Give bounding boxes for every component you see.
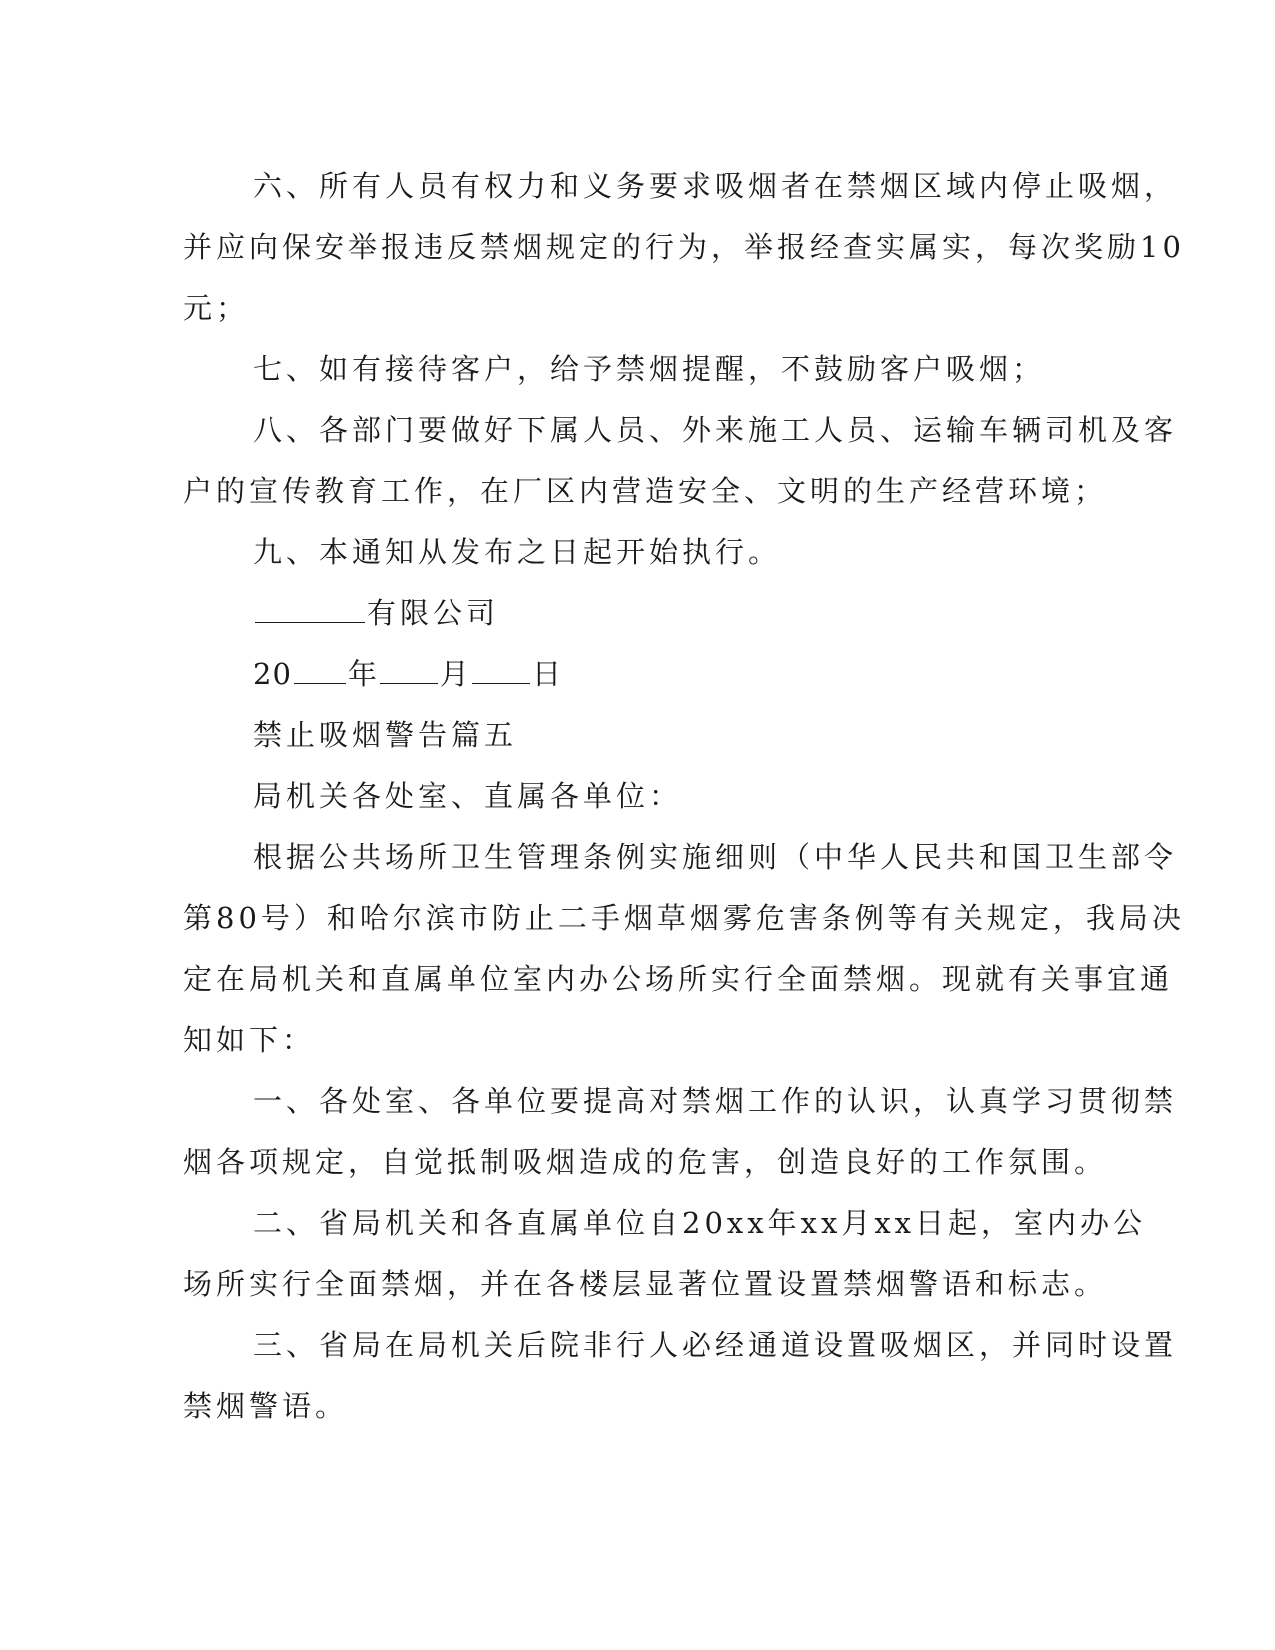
day-blank: [472, 647, 530, 684]
text-line: 元；: [183, 291, 250, 325]
text-line: 定在局机关和直属单位室内办公场所实行全面禁烟。现就有关事宜通: [183, 962, 1174, 996]
notice-body-block: [183, 827, 1185, 1437]
month-blank: [380, 647, 438, 684]
addressee: 局机关各处室、直属各单位：: [253, 779, 683, 813]
text-line: 六、所有人员有权力和义务要求吸烟者在禁烟区域内停止吸烟，: [253, 169, 1178, 203]
text-line: 知如下：: [183, 1023, 316, 1057]
document-page: [183, 156, 1185, 1437]
section-title: 禁止吸烟警告篇五: [253, 718, 518, 752]
company-suffix: 有限公司: [367, 596, 500, 630]
text-line: 一、各处室、各单位要提高对禁烟工作的认识，认真学习贯彻禁: [253, 1084, 1178, 1118]
text-line: 禁烟警语。: [183, 1389, 349, 1423]
month-label: 月: [439, 657, 470, 691]
text-line: 八、各部门要做好下属人员、外来施工人员、运输车辆司机及客: [253, 413, 1178, 447]
text-line: 第80号）和哈尔滨市防止二手烟草烟雾危害条例等有关规定，我局决: [183, 901, 1185, 935]
year-blank: [294, 647, 346, 684]
text-line: 三、省局在局机关后院非行人必经通道设置吸烟区，并同时设置: [253, 1328, 1178, 1362]
date-prefix: 20: [253, 657, 292, 691]
text-line: 二、省局机关和各直属单位自20xx年xx月xx日起，室内办公: [253, 1206, 1147, 1240]
text-line: 场所实行全面禁烟，并在各楼层显著位置设置禁烟警语和标志。: [183, 1267, 1108, 1301]
text-line: 并应向保安举报违反禁烟规定的行为，举报经查实属实，每次奖励10: [183, 230, 1185, 264]
signature-date: [183, 644, 1078, 705]
text-line: 根据公共场所卫生管理条例实施细则（中华人民共和国卫生部令: [253, 840, 1178, 874]
day-label: 日: [531, 657, 562, 691]
company-name-blank: [255, 586, 365, 623]
year-label: 年: [347, 657, 378, 691]
text-line: 户的宣传教育工作，在厂区内营造安全、文明的生产经营环境；: [183, 474, 1108, 508]
text-line: 烟各项规定，自觉抵制吸烟造成的危害，创造良好的工作氛围。: [183, 1145, 1108, 1179]
text-line: 九、本通知从发布之日起开始执行。: [253, 535, 782, 569]
signature-company: [183, 583, 1078, 644]
notice-items-block: [183, 156, 1185, 583]
text-line: 七、如有接待客户，给予禁烟提醒，不鼓励客户吸烟；: [253, 352, 1046, 386]
